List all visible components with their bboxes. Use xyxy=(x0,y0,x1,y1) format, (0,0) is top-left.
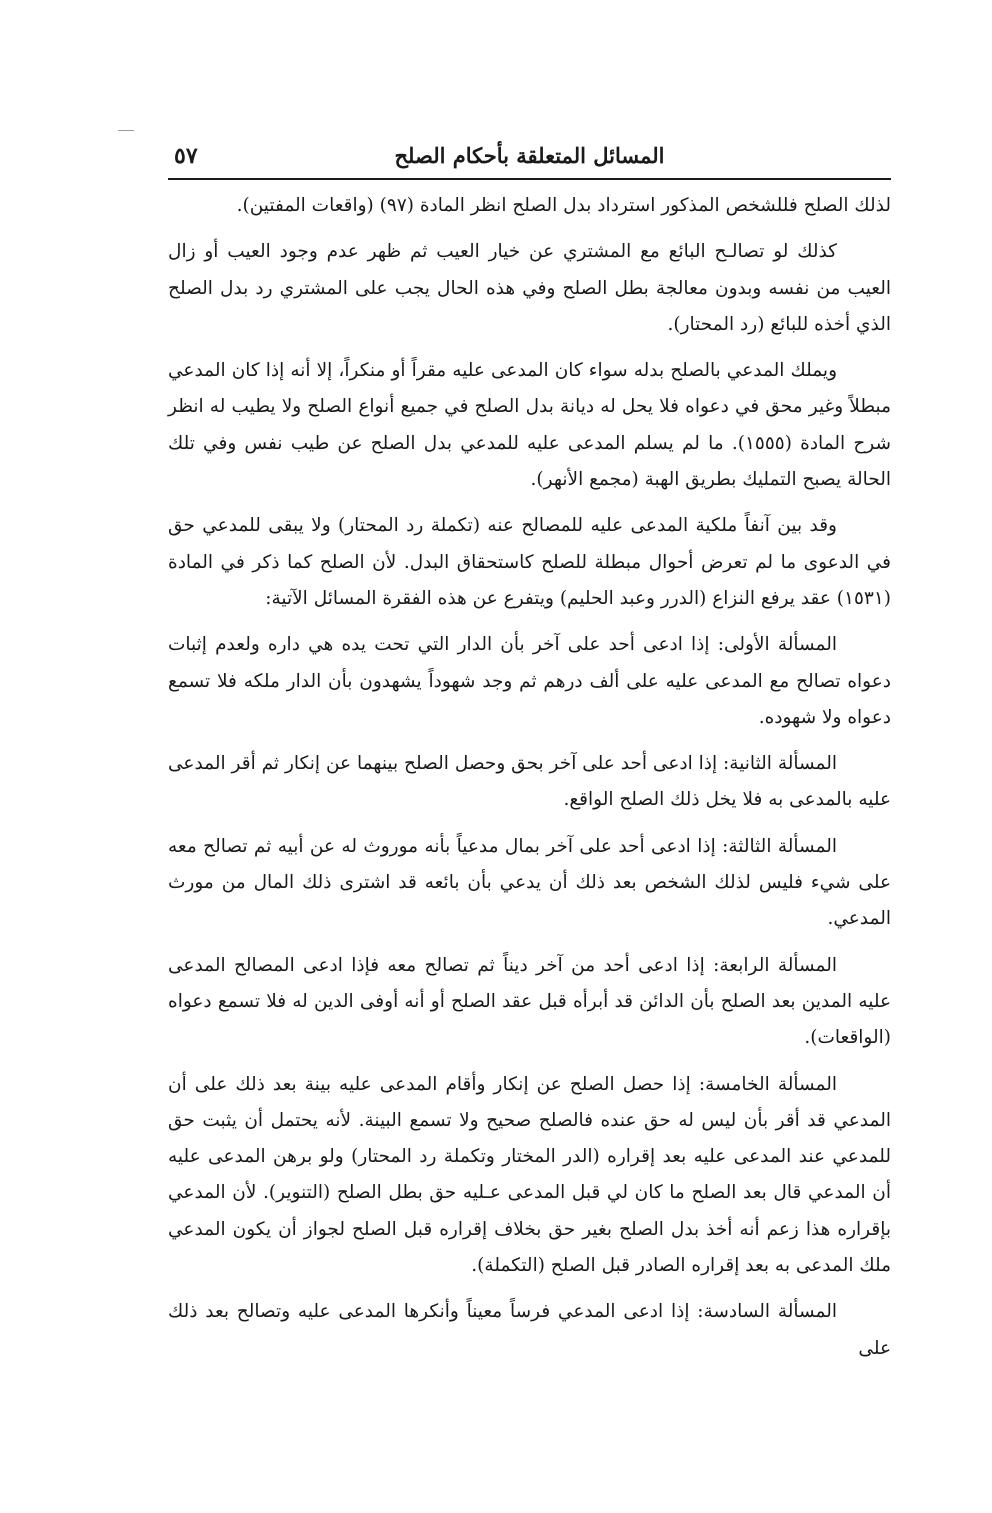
paragraph-issue-6: المسألة السادسة: إذا ادعى المدعي فرساً معيناً وأنكرها المدعى عليه وتصالح بعد ذلك على xyxy=(168,1301,891,1359)
paragraph-issue-2: المسألة الثانية: إذا ادعى أحد على آخر بحق وحصل الصلح بينهما عن إنكار ثم أقر المدعى عليه بالمدعى به فلا يخل ذلك الصلح الواقع. xyxy=(168,753,891,811)
page-number: ٥٧ xyxy=(174,143,198,169)
body-text xyxy=(168,188,891,1377)
paragraph-issue-5: المسألة الخامسة: إذا حصل الصلح عن إنكار وأقام المدعى عليه بينة بعد ذلك على أن المدعي قد أقر بأن ليس له حق عنده فالصلح صحيح ولا تسمع البينة. لأنه يحتمل أن يثبت حق للمدعي عند المدعى عليه بعد إقراره (الدر المختار وتكملة رد المحتار) ولو برهن المدعى عليه أن المدعي قال بعد الصلح ما كان لي قبل المدعى عـليه حق بطل الصلح (التنوير). لأن المدعي بإقراره هذا زعم أنه أخذ بدل الصلح بغير حق بخلاف إقراره قبل الصلح لجواز أن يكون المدعي ملك المدعى به بعد إقراره الصادر قبل الصلح (التكملة). xyxy=(168,1073,891,1277)
header-rule xyxy=(168,178,891,180)
paragraph-issue-3: المسألة الثالثة: إذا ادعى أحد على آخر بمال مدعياً بأنه موروث له عن أبيه ثم تصالح معه على شيء فليس لذلك الشخص بعد ذلك أن يدعي بأن بائعه قد اشترى ذلك المال من مورث المدعي. xyxy=(168,835,891,930)
running-title: المسائل المتعلقة بأحكام الصلح xyxy=(394,143,665,168)
paragraph: ويملك المدعي بالصلح بدله سواء كان المدعى عليه مقراً أو منكراً، إلا أنه إذا كان المدعي مبطلاً وغير محق في دعواه فلا يحل له ديانة بدل الصلح في جميع أنواع الصلح ولا يطيب له انظر شرح المادة (١٥٥٥). ما لم يسلم المدعى عليه للمدعي بدل الصلح عن طيب نفس وفي تلك الحالة يصبح التمليك بطريق الهبة (مجمع الأنهر). xyxy=(168,360,891,491)
paragraph: وقد بين آنفاً ملكية المدعى عليه للمصالح عنه (تكملة رد المحتار) ولا يبقى للمدعي حق في الدعوى ما لم تعرض أحوال مبطلة للصلح كاستحقاق البدل. لأن الصلح كما ذكر في المادة (١٥٣١) عقد يرفع النزاع (الدرر وعبد الحليم) ويتفرع عن هذه الفقرة المسائل الآتية: xyxy=(168,515,891,609)
margin-mark xyxy=(118,130,134,131)
paragraph-continued: لذلك الصلح فللشخص المذكور استرداد بدل الصلح انظر المادة (٩٧) (واقعات المفتين). xyxy=(236,195,891,216)
page-header xyxy=(168,138,891,182)
paragraph-issue-4: المسألة الرابعة: إذا ادعى أحد من آخر ديناً ثم تصالح معه فإذا ادعى المصالح المدعى عليه المدين بعد الصلح بأن الدائن قد أبرأه قبل عقد الصلح أو أنه أوفى الدين له فلا تسمع دعواه (الواقعات). xyxy=(168,954,891,1049)
paragraph: كذلك لو تصالـح البائع مع المشتري عن خيار العيب ثم ظهر عدم وجود العيب أو زال العيب من نفسه وبدون معالجة بطل الصلح وفي هذه الحال يجب على المشتري رد بدل الصلح الذي أخذه للبائع (رد المحتار). xyxy=(168,241,891,335)
paragraph-issue-1: المسألة الأولى: إذا ادعى أحد على آخر بأن الدار التي تحت يده هي داره ولعدم إثبات دعواه تصالح مع المدعى عليه على ألف درهم ثم وجد شهوداً يشهدون بأن الدار ملكه فلا تسمع دعواه ولا شهوده. xyxy=(168,634,891,728)
